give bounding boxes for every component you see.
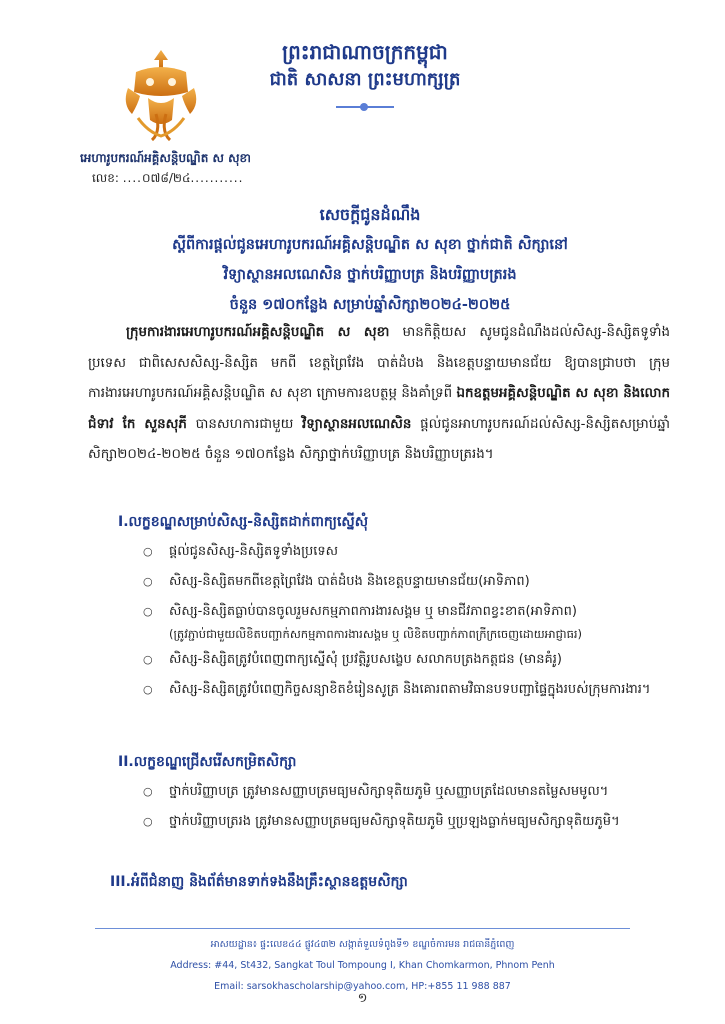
intro-org: ក្រុមការងារអេហារូបករណ៍អគ្គិសន្តិបណ្ឌិត ស សុខា bbox=[126, 325, 390, 340]
footer-address-en: Address: #44, St432, Sangkat Toul Tompoung I, Khan Chomkarmon, Phnom Penh bbox=[170, 960, 555, 971]
list-item: ○ សិស្ស-និស្សិតត្រូវបំពេញពាក្យស្នើសុំ ប្រវត្តិរូបសង្ខេប សលាកបត្រងកត្តជន (មានគំរូ) bbox=[143, 645, 683, 675]
list-item: ○ ថ្នាក់បរិញ្ញាបត្ររង ត្រូវមានសញ្ញាបត្រមធ្យមសិក្សាទុតិយភូមិ ឬប្រឡងធ្លាក់មធ្យមសិក្សាទុតិយភូមិ។ bbox=[143, 807, 683, 837]
list-item-text: សិស្ស-និស្សិតធ្លាប់បានចូលរួមសកម្មភាពការងារសង្គម ឬ មានជីវភាពខ្វះខាត(អាទិភាព) bbox=[169, 604, 577, 619]
title-line-4: ចំនួន ១៧០កន្លែង សម្រាប់ឆ្នាំសិក្សា២០២៤-២០២៥ bbox=[229, 297, 511, 313]
intro-institute: វិទ្យាស្ថានអលណេសិន bbox=[302, 416, 412, 432]
organization-name: អេហារូបករណ៍អគ្គិសន្តិបណ្ឌិត ស សុខា bbox=[80, 151, 251, 165]
title-line-1: សេចក្ដីជូនដំណឹង bbox=[319, 205, 421, 224]
national-motto: ជាតិ សាសនា ព្រះមហាក្សត្រ bbox=[269, 69, 461, 90]
list-item: ○ ថ្នាក់បរិញ្ញាបត្រ ត្រូវមានសញ្ញាបត្រមធ្យមសិក្សាទុតិយភូមិ ឬសញ្ញាបត្រដែលមានតម្លៃសមមូល។ bbox=[143, 777, 683, 807]
organization-logo bbox=[118, 48, 204, 144]
list-item: ○ សិស្ស-និស្សិតមកពីខេត្តព្រៃវែង បាត់ដំបង និងខេត្តបន្ទាយមានជ័យ(អាទិភាព) bbox=[143, 567, 683, 597]
title-line-3: វិទ្យាស្ថានអលណេសិន ថ្នាក់បរិញ្ញាបត្រ និងបរិញ្ញាបត្ររង bbox=[223, 267, 517, 283]
intro-text-b: បានសហការជាមួយ bbox=[186, 416, 303, 432]
reference-label: លេខ: bbox=[92, 171, 119, 185]
intro-paragraph bbox=[88, 318, 670, 471]
title-line-2: ស្ដីពីការផ្ដល់ជូនអេហារូបករណ៍អគ្គិសន្តិបណ្ឌិត ស សុខា ថ្នាក់ជាតិ សិក្សានៅ bbox=[172, 237, 568, 253]
section-3-heading: III.អំពីជំនាញ និងព័ត៌មានទាក់ទងនឹងគ្រឹះស្ថានឧត្តមសិក្សា bbox=[110, 874, 408, 890]
section-1-heading: I.លក្ខខណ្ឌសម្រាប់សិស្ស-និស្សិតដាក់ពាក្យស្នើសុំ bbox=[118, 514, 369, 530]
kingdom-title: ព្រះរាជាណាចក្រកម្ពុជា bbox=[282, 40, 448, 64]
list-item: ○ ផ្ដល់ជូនសិស្ស-និស្សិតទូទាំងប្រទេស bbox=[143, 537, 683, 567]
reference-value: ០៧៨/២៤ bbox=[142, 171, 191, 185]
ornament-divider bbox=[336, 106, 394, 108]
document-title bbox=[70, 200, 670, 320]
footer-address-km: អាសយដ្ឋាន៖ ផ្ទះលេខ៤៤ ផ្លូវ៤៣២ សង្កាត់ទួលទំពូងទី១ ខណ្ឌចំការមន រាជធានីភ្នំពេញ bbox=[210, 939, 515, 950]
section-2-heading: II.លក្ខខណ្ឌជ្រើសរើសកម្រិតសិក្សា bbox=[118, 754, 297, 770]
footer-divider bbox=[95, 928, 630, 929]
footer-contact: Email: sarsokhascholarship@yahoo.com, HP:+855 11 988 887 bbox=[214, 981, 511, 992]
page-number: ១ bbox=[357, 991, 368, 1006]
national-header bbox=[245, 38, 485, 108]
section-2-list bbox=[143, 777, 683, 837]
list-item bbox=[143, 597, 683, 645]
reference-number: លេខ: ....០៧៨/២៤........... bbox=[92, 171, 244, 185]
footer bbox=[95, 934, 630, 997]
intro-text-c: ផ្ដល់ជូនអាហារូបករណ៍ដល់សិស្ស-និស្សិតសម្រាប់ឆ្នាំសិក្សា២០២៤-២០២៥ ចំនួន ១៧០កន្លែង សិក្សាថ្នាក់បរិញ្ញាបត្រ និងបរិញ្ញាបត្ររង។ bbox=[88, 416, 670, 462]
list-item-note: (ត្រូវភ្ជាប់ជាមួយលិខិតបញ្ជាក់សកម្មភាពការងារសង្គម ឬ លិខិតបញ្ជាក់ភាពក្រីក្រចេញដោយអាជ្ញាធរ) bbox=[169, 627, 583, 641]
list-item: ○ សិស្ស-និស្សិតត្រូវបំពេញកិច្ចសន្យាខិតខំរៀនសូត្រ និងគោរពតាមវិធានបទបញ្ជាផ្ទៃក្នុងរបស់ក្រុមការងារ។ bbox=[143, 675, 683, 705]
section-1-list bbox=[143, 537, 683, 705]
intro-patrons: ឯកឧត្តមអគ្គិសន្តិបណ្ឌិត ស សុខា និងលោកជំទាវ កែ សួនសុភី bbox=[88, 386, 670, 432]
intro-text-a: មានកិត្តិយស សូមជូនដំណឹងដល់សិស្ស-និស្សិតទូទាំងប្រទេស ជាពិសេសសិស្ស-និស្សិត មកពី ខេត្តព្រៃវែង បាត់ដំបង និងខេត្តបន្ទាយមានជ័យ ឱ្យបានជ្រាបថា ក្រុមការងារអេហារូបករណ៍អគ្គិសន្តិបណ្ឌិត ស សុខា ក្រោមការឧបត្ថម្ភ និងគាំទ្រពី bbox=[88, 325, 670, 401]
